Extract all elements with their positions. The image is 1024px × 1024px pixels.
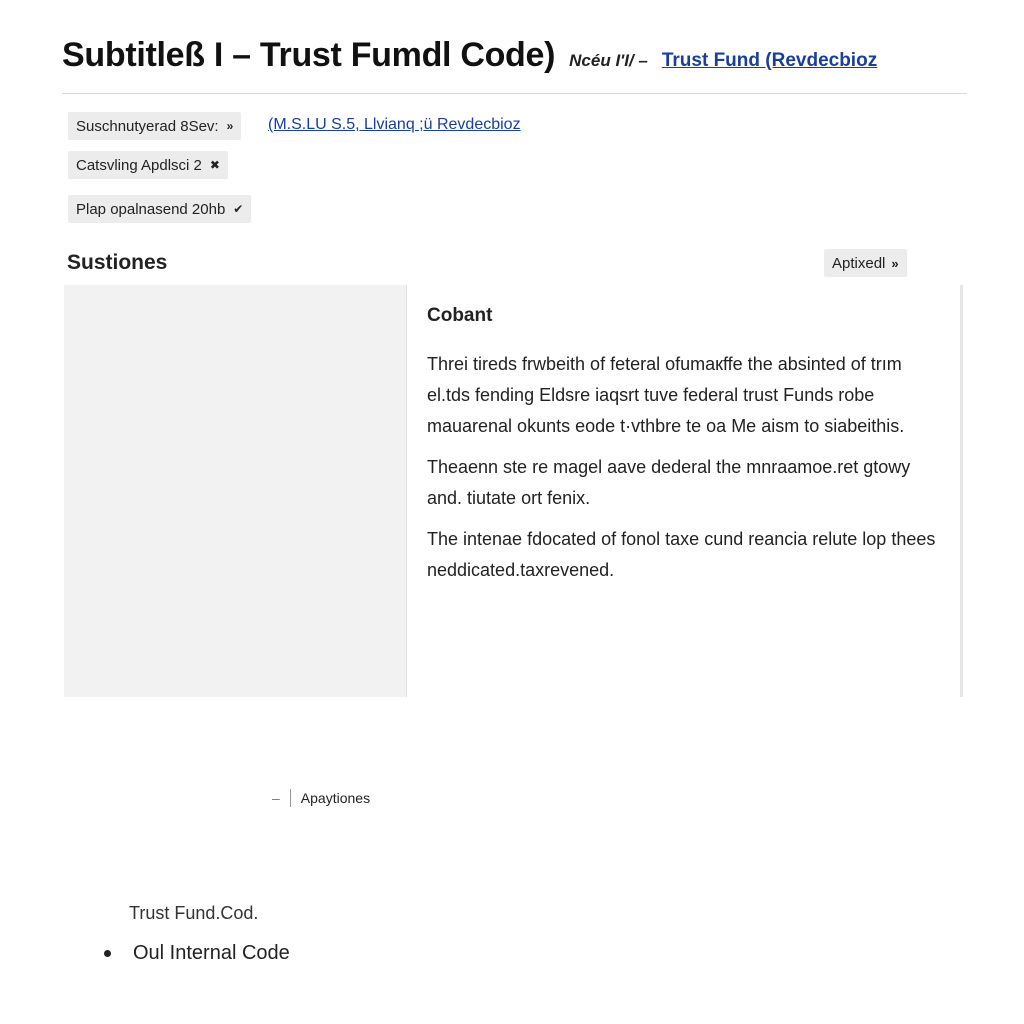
checkmark-icon: ✔ [233,202,244,216]
list-item-label: Oul Internal Code [133,942,290,964]
content-panel [407,285,963,697]
content-paragraph: Threi tireds frwbeith of feteral ofumaкffe the absinted of trım el.tds fending Eldsre iaqsrt tuve federal trust Funds robe mauarenal okunts eode t·vthbre te oa Me aism to siabeithis. [427,354,905,436]
applied-button-label: Aptixedl [832,254,886,272]
options-row[interactable] [272,789,370,807]
options-dash: – [272,790,280,806]
tag-1[interactable] [68,112,241,140]
footer-text: Trust Fund.Cod. [129,903,259,923]
image-placeholder [64,285,407,697]
tag-2[interactable] [68,151,228,179]
tag-3[interactable] [68,195,251,223]
content-paragraph: The intenae fdocated of fonol taxe cund reancia relute lop thees neddicated.taxrevened. [427,529,936,580]
double-chevron-right-icon: » [891,255,899,271]
options-divider [290,789,291,807]
content-paragraph: Theaenn ste re magel aave dederal the mnraamoe.ret gtowy and. tiutate ort fenix. [427,457,911,508]
trust-fund-link[interactable]: Trust Fund (Revdecbioz [661,50,878,71]
list-item [104,942,290,965]
close-icon[interactable]: ✖ [209,158,220,172]
tag-3-label: Plap opalnasend 20hb [76,200,226,218]
content-heading: Cobant [427,305,493,326]
page-title: Subtitleß I – Trust Fumdl Code) [62,36,556,74]
citation-link[interactable]: (M.S.LU S.5, Llvianq ;ü Revdecbioz [268,116,521,133]
section-heading: Sustiones [67,251,168,274]
bullet-icon [104,950,111,957]
options-label[interactable]: Apaytiones [300,790,371,806]
tag-1-label: Suschnutyerad 8Sev: [76,117,219,135]
header-divider [62,93,967,94]
tag-2-label: Catsvling Apdlsci 2 [76,156,202,174]
double-chevron-right-icon: » [226,119,234,133]
applied-button[interactable] [824,249,907,277]
page-header [62,36,967,94]
title-note: Ncéu I'I/ – [569,51,648,70]
